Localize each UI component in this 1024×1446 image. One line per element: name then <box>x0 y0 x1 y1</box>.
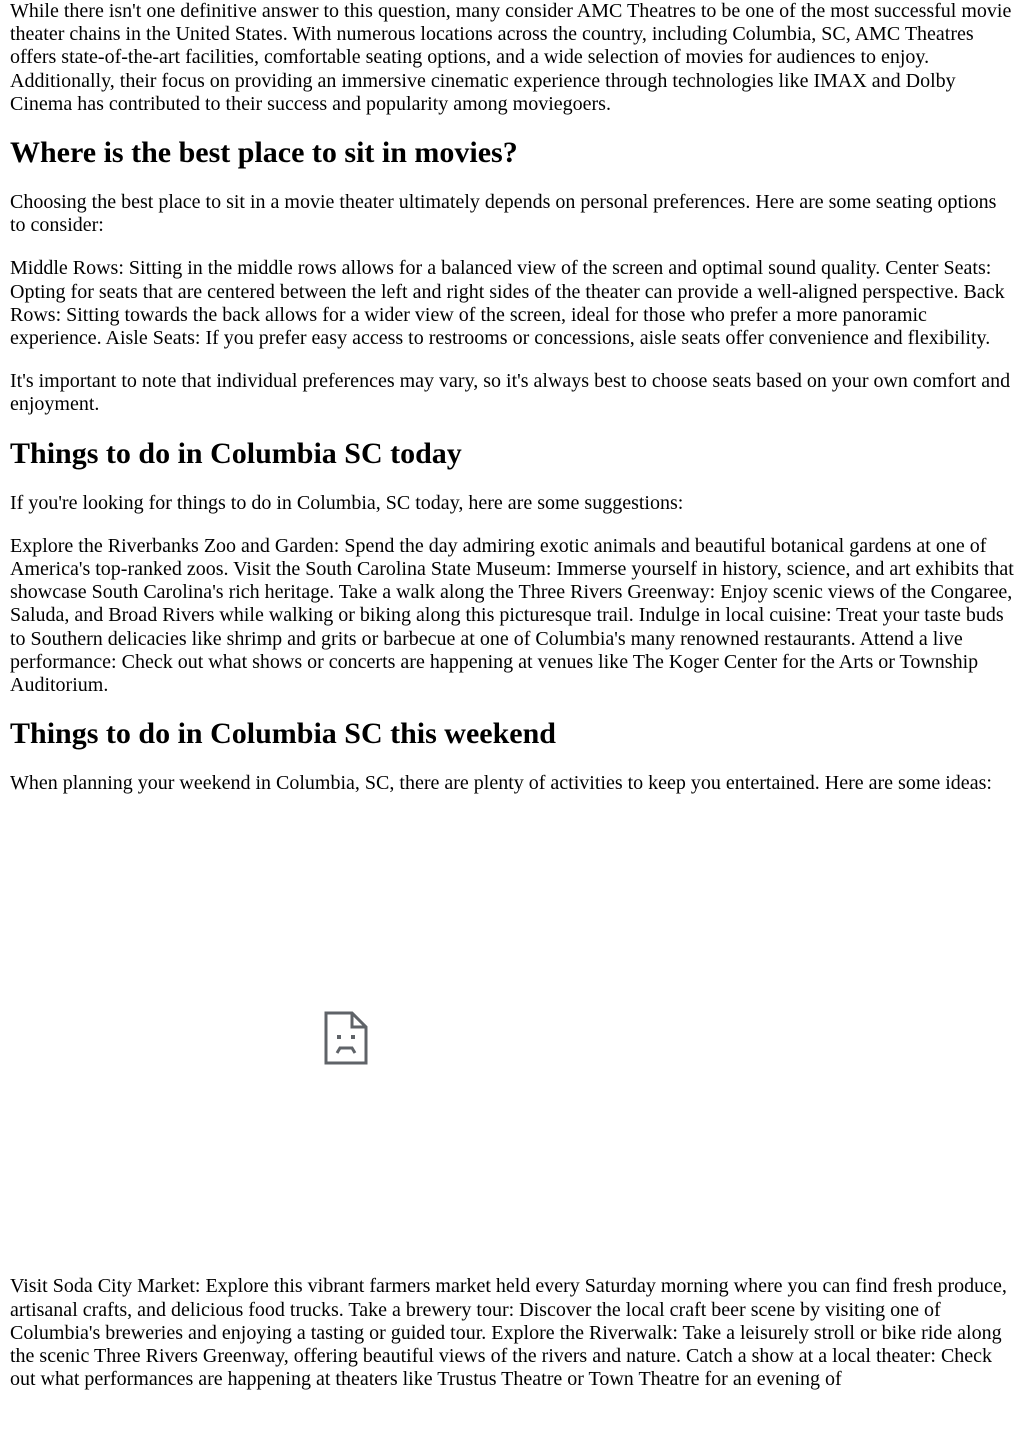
paragraph-today-suggestions: Explore the Riverbanks Zoo and Garden: Spend the day admiring exotic animals and beautiful botanical gardens at one of America's top-ranked zoos. Visit the South Carolina State Museum: Immerse yourself in history, science, and art exhibits that showcase South Carolina's rich heritage. Take a walk along the Three Rivers Greenway: Enjoy scenic views of the Congaree, Saluda, and Broad Rivers while walking or biking along this picturesque trail. Indulge in local cuisine: Treat your taste buds to Southern delicacies like shrimp and grits or barbecue at one of Columbia's many renowned restaurants. Attend a live performance: Check out what shows or concerts are happening at venues like The Koger Center for the Arts or Township Auditorium. <box>10 534 1014 697</box>
intro-paragraph: While there isn't one definitive answer to this question, many consider AMC Theatres to be one of the most successful movie theater chains in the United States. With numerous locations across the country, including Columbia, SC, AMC Theatres offers state-of-the-art facilities, comfortable seating options, and a wide selection of movies for audiences to enjoy. Additionally, their focus on providing an immersive cinematic experience through technologies like IMAX and Dolby Cinema has contributed to their success and popularity among moviegoers. <box>10 0 1012 115</box>
paragraph-weekend-ideas: Visit Soda City Market: Explore this vibrant farmers market held every Saturday morning where you can find fresh produce, artisanal crafts, and delicious food trucks. Take a brewery tour: Discover the local craft beer scene by visiting one of Columbia's breweries and enjoying a tasting or guided tour. Explore the Riverwalk: Take a leisurely stroll or bike ride along the scenic Three Rivers Greenway, offering beautiful views of the rivers and nature. Catch a show at a local theater: Check out what performances are happening at theaters like Trustus Theatre or Town Theatre for an evening of <box>10 1275 1007 1391</box>
article-content <box>10 0 1016 1391</box>
paragraph-seating-intro: Choosing the best place to sit in a movie theater ultimately depends on personal preferences. Here are some seating options to consider: <box>10 191 997 237</box>
heading-best-place-to-sit: Where is the best place to sit in movies? <box>10 136 518 170</box>
broken-image-placeholder <box>10 815 1016 1275</box>
paragraph-seating-options: Middle Rows: Sitting in the middle rows allows for a balanced view of the screen and optimal sound quality. Center Seats: Opting for seats that are centered between the left and right sides of the theater can provide a well-aligned perspective. Back Rows: Sitting towards the back allows for a wider view of the screen, ideal for those who prefer a more panoramic experience. Aisle Seats: If you prefer easy access to restrooms or concessions, aisle seats offer convenience and flexibility. <box>10 257 1005 350</box>
paragraph-seating-note: It's important to note that individual preferences may vary, so it's always best to choose seats based on your own comfort and enjoyment. <box>10 370 1011 416</box>
paragraph-today-intro: If you're looking for things to do in Columbia, SC today, here are some suggestions: <box>10 491 684 514</box>
paragraph-weekend-intro: When planning your weekend in Columbia, SC, there are plenty of activities to keep you entertained. Here are some ideas: <box>10 772 992 795</box>
broken-image-icon <box>324 1011 368 1065</box>
heading-things-to-do-today: Things to do in Columbia SC today <box>10 436 462 470</box>
heading-things-to-do-weekend: Things to do in Columbia SC this weekend <box>10 717 556 751</box>
